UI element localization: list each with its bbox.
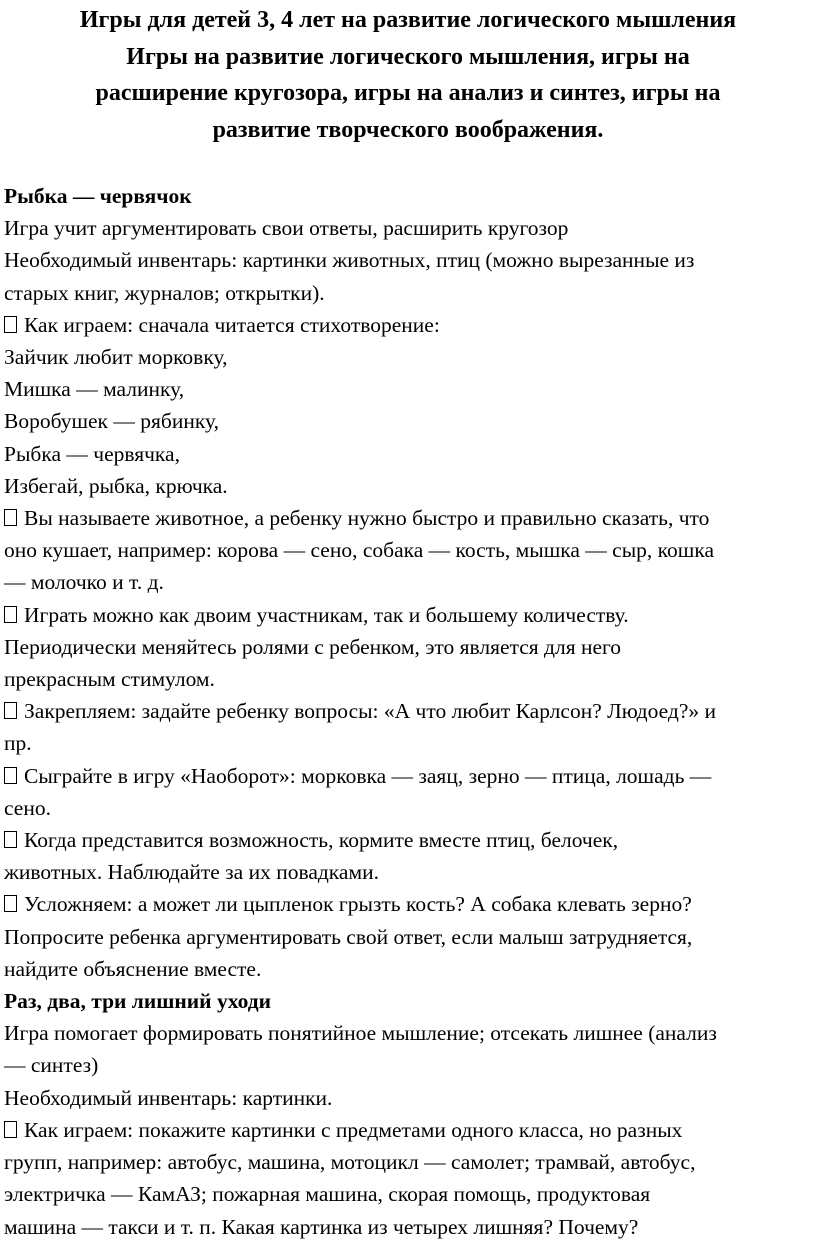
square-bullet-icon xyxy=(4,1121,17,1138)
bullet-item xyxy=(4,695,814,727)
bullet-text: Усложняем: а может ли цыпленок грызть кость? А собака клевать зерно? xyxy=(24,892,692,917)
text-line: — молочко и т. д. xyxy=(4,570,164,595)
poem-line: Мишка — малинку, xyxy=(4,377,185,402)
title-line-3: расширение кругозора, игры на анализ и синтез, игры на xyxy=(95,80,721,106)
text-line: Игра помогает формировать понятийное мышление; отсекать лишнее (анализ xyxy=(4,1021,717,1046)
square-bullet-icon xyxy=(4,316,17,333)
bullet-item xyxy=(4,888,814,920)
text-line: машина — такси и т. п. Какая картинка из четырех лишняя? Почему? xyxy=(4,1214,639,1239)
section-heading-odd-one-out: Раз, два, три лишний уходи xyxy=(4,989,272,1014)
bullet-item-how-to-play xyxy=(4,309,814,341)
bullet-item xyxy=(4,824,814,856)
bullet-item xyxy=(4,760,814,792)
bullet-text: Сыграйте в игру «Наоборот»: морковка — заяц, зерно — птица, лошадь — xyxy=(24,763,712,788)
bullet-text: Закрепляем: задайте ребенку вопросы: «А что любит Карлсон? Людоед?» и xyxy=(24,699,716,724)
bullet-text: Вы называете животное, а ребенку нужно быстро и правильно сказать, что xyxy=(24,506,710,531)
text-line: пр. xyxy=(4,731,32,756)
square-bullet-icon xyxy=(4,831,17,848)
bullet-item xyxy=(4,502,814,534)
square-bullet-icon xyxy=(4,895,17,912)
document-body xyxy=(4,180,814,1243)
text-line: Необходимый инвентарь: картинки животных, птиц (можно вырезанные из xyxy=(4,248,695,273)
text-line: Необходимый инвентарь: картинки. xyxy=(4,1085,333,1110)
text-line: прекрасным стимулом. xyxy=(4,667,215,692)
square-bullet-icon xyxy=(4,606,17,623)
text-line: Попросите ребенка аргументировать свой ответ, если малыш затрудняется, xyxy=(4,924,693,949)
text-line: старых книг, журналов; открытки). xyxy=(4,280,325,305)
text-line: сено. xyxy=(4,795,51,820)
document-title xyxy=(0,0,816,148)
title-line-1: Игры для детей 3, 4 лет на развитие логического мышления xyxy=(79,7,737,33)
poem-line: Рыбка — червячка, xyxy=(4,441,180,466)
section-heading-fish-worm: Рыбка — червячок xyxy=(4,184,192,208)
poem-line: Зайчик любит морковку, xyxy=(4,345,228,370)
bullet-text: Играть можно как двоим участникам, так и большему количеству. xyxy=(24,602,629,627)
title-line-4: развитие творческого воображения. xyxy=(212,116,604,143)
square-bullet-icon xyxy=(4,702,17,719)
bullet-text: Когда представится возможность, кормите вместе птиц, белочек, xyxy=(24,828,619,853)
title-line-2: Игры на развитие логического мышления, игры на xyxy=(126,43,690,70)
bullet-text: Как играем: сначала читается стихотворение: xyxy=(24,312,440,337)
text-line: оно кушает, например: корова — сено, собака — кость, мышка — сыр, кошка xyxy=(4,538,714,563)
text-line: групп, например: автобус, машина, мотоцикл — самолет; трамвай, автобус, xyxy=(4,1150,696,1175)
square-bullet-icon xyxy=(4,509,17,526)
bullet-item xyxy=(4,599,814,631)
poem-line: Избегай, рыбка, крючка. xyxy=(4,473,228,498)
text-line: Игра учит аргументировать свои ответы, расширить кругозор xyxy=(4,216,569,241)
text-line: найдите объяснение вместе. xyxy=(4,956,262,981)
text-line: — синтез) xyxy=(4,1053,99,1078)
text-line: электричка — КамАЗ; пожарная машина, скорая помощь, продуктовая xyxy=(4,1182,651,1207)
bullet-item xyxy=(4,1114,814,1146)
bullet-text: Как играем: покажите картинки с предметами одного класса, но разных xyxy=(24,1117,683,1142)
poem-line: Воробушек — рябинку, xyxy=(4,409,219,434)
text-line: Периодически меняйтесь ролями с ребенком, это является для него xyxy=(4,634,622,659)
square-bullet-icon xyxy=(4,767,17,784)
text-line: животных. Наблюдайте за их повадками. xyxy=(4,860,379,885)
